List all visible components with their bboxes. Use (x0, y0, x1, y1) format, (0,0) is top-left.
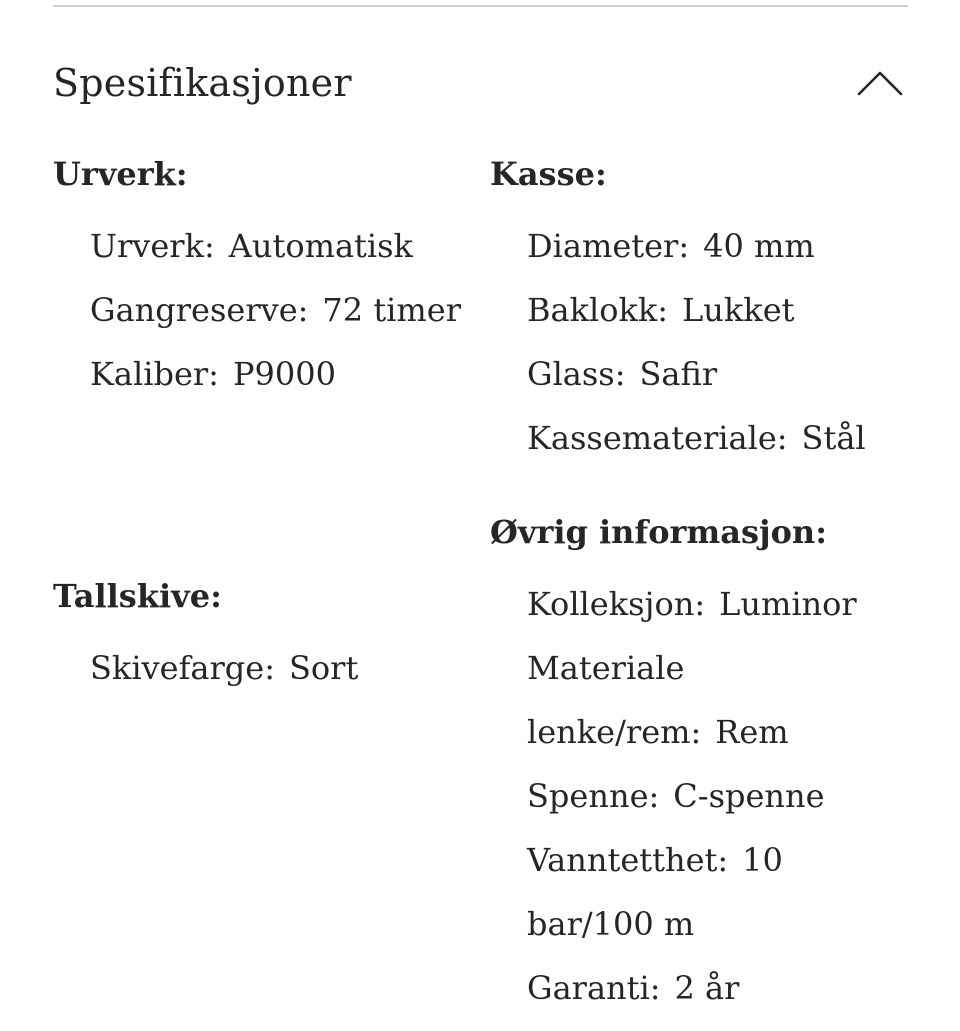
spec-label: Kassemateriale: (527, 419, 788, 457)
spec-row (490, 764, 930, 828)
spec-label: Glass: (527, 355, 626, 393)
spec-row (490, 892, 930, 956)
spec-label: Garanti: (527, 969, 661, 1007)
spec-row (490, 828, 930, 892)
spec-row (490, 214, 930, 278)
section-title: Spesifikasjoner (53, 61, 352, 105)
spec-row (490, 700, 930, 764)
chevron-up-icon[interactable] (856, 68, 904, 98)
spec-label: lenke/rem: (527, 713, 702, 751)
spec-label: Diameter: (527, 227, 690, 265)
spec-value: Safir (639, 355, 718, 393)
specs-left-column (53, 150, 473, 700)
spec-value: 10 (742, 841, 783, 879)
spec-label: Vanntetthet: (527, 841, 729, 879)
spec-value: Sort (288, 649, 359, 687)
spec-value: Luminor (719, 585, 857, 623)
group-urverk (53, 150, 473, 406)
group-ovrig-informasjon (490, 508, 930, 1020)
group-title-kasse: Kasse: (490, 155, 607, 193)
specs-right-column (490, 150, 930, 1020)
spec-label: Kaliber: (90, 355, 219, 393)
spec-value: 72 timer (322, 291, 461, 329)
spec-label: Urverk: (90, 227, 215, 265)
spec-value: 40 mm (703, 227, 815, 265)
top-divider (53, 5, 908, 7)
spec-value: P9000 (232, 355, 336, 393)
spec-value: 2 år (674, 969, 740, 1007)
spec-value: C-spenne (673, 777, 825, 815)
spec-row (490, 278, 930, 342)
spec-row (53, 342, 473, 406)
spec-label: Skivefarge: (90, 649, 275, 687)
group-tallskive (53, 572, 473, 700)
spec-label: Spenne: (527, 777, 660, 815)
spec-value: bar/100 m (527, 905, 695, 943)
spec-value: Rem (715, 713, 789, 751)
specifications-accordion-header[interactable] (53, 55, 908, 111)
spec-row (490, 956, 930, 1020)
spec-label: Baklokk: (527, 291, 669, 329)
spec-label: Gangreserve: (90, 291, 309, 329)
spec-value: Automatisk (228, 227, 413, 265)
group-title-urverk: Urverk: (53, 155, 188, 193)
spec-row (53, 214, 473, 278)
spec-row (490, 342, 930, 406)
spec-row (53, 278, 473, 342)
group-title-ovrig: Øvrig informasjon: (490, 513, 827, 551)
spec-row (53, 636, 473, 700)
group-kasse (490, 150, 930, 470)
spec-row (490, 572, 930, 636)
spec-row (490, 636, 930, 700)
spec-row (490, 406, 930, 470)
group-title-tallskive: Tallskive: (53, 577, 222, 615)
spec-label: Materiale (527, 649, 685, 687)
spec-label: Kolleksjon: (527, 585, 706, 623)
spec-value: Stål (801, 419, 866, 457)
spec-value: Lukket (682, 291, 795, 329)
